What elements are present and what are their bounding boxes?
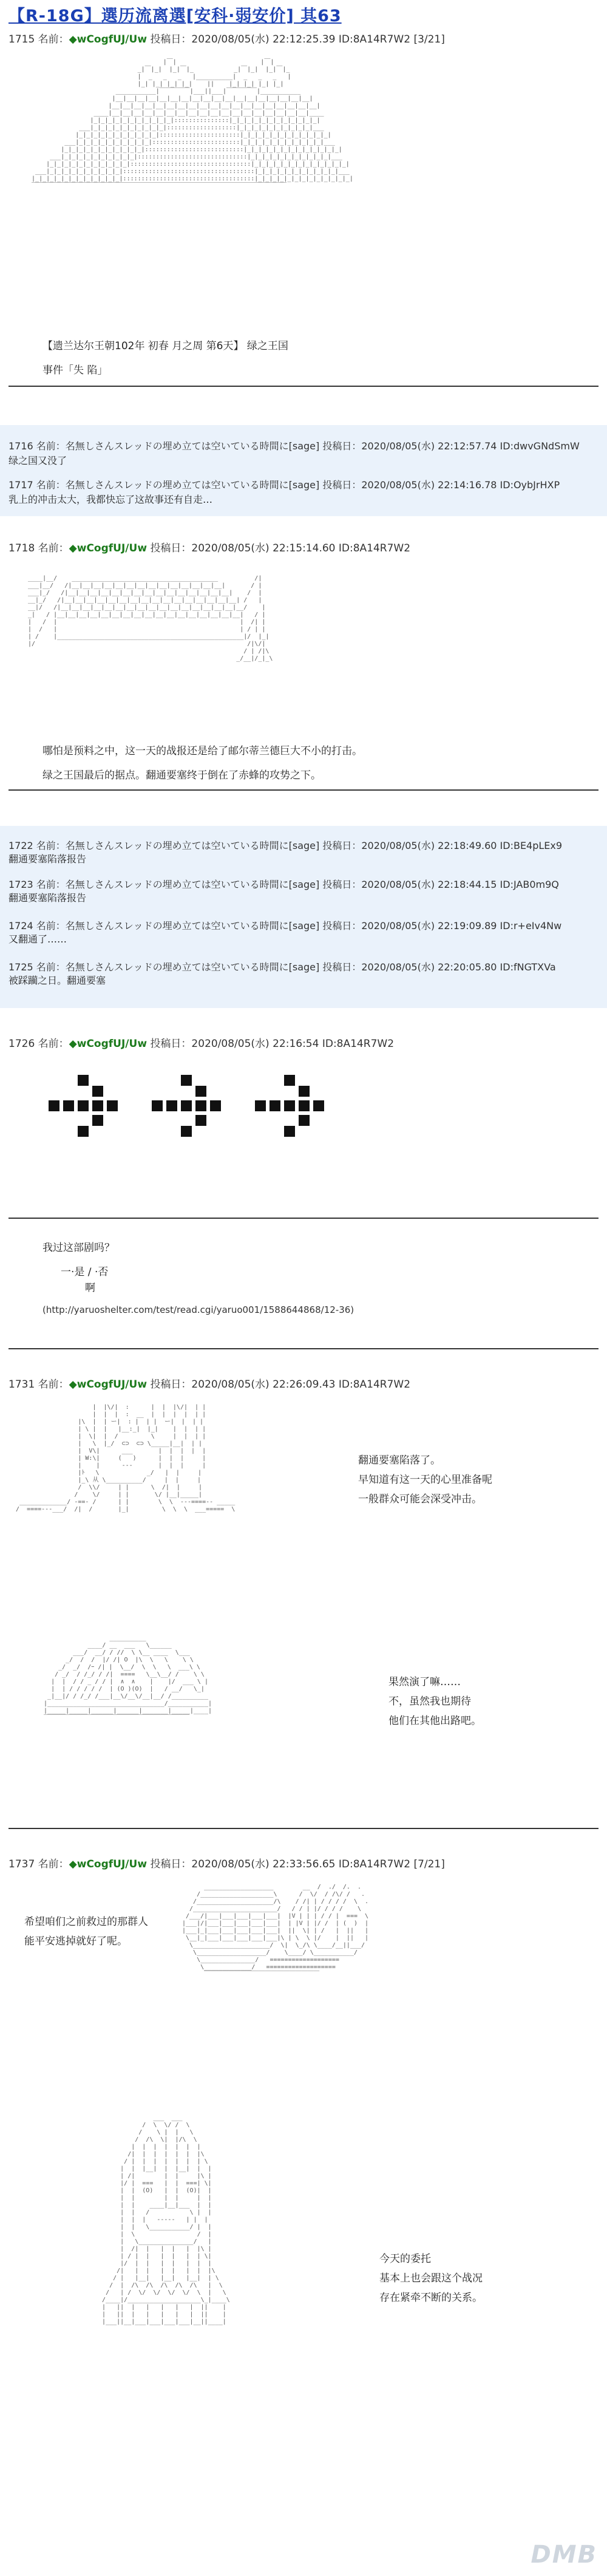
post-meta: 投稿日：2020/08/05(水) 22:16:54 ID:8A14R7W2 [150, 1038, 395, 1050]
post-text: 果然演了嘛…… [388, 1676, 461, 1688]
dot-arrows-figure [49, 1075, 425, 1154]
reply-body: 翻通要塞陷落报告 [8, 853, 87, 865]
post-text: 绿之王国最后的据点。翻通要塞终于倒在了赤蜂的攻势之下。 [42, 769, 321, 782]
post-text: 基本上也会跟这个战况 [379, 2272, 483, 2285]
poster-name[interactable]: ◆wCogfUJ/Uw [69, 542, 148, 554]
post-text: 我过这部剧吗？ [42, 1242, 115, 1254]
post-divider [8, 789, 599, 791]
post-number: 1737 名前： [8, 1858, 69, 1870]
post-text: 【遗兰达尔王朝102年 初春 月之周 第6天】 绿之王国 [42, 340, 288, 352]
post-text: 今天的委托 [379, 2253, 431, 2265]
post-text: 能平安逃掉就好了呢。 [24, 1935, 127, 1947]
post-text: 一般群众可能会深受冲击。 [358, 1493, 482, 1505]
post-divider [8, 1828, 599, 1829]
post-number: 1726 名前： [8, 1038, 69, 1050]
post-meta: 投稿日：2020/08/05(水) 22:33:56.65 ID:8A14R7W2 [7/21] [150, 1858, 445, 1870]
reply-header: 1716 名前：名無しさんスレッドの埋め立ては空いている時間に[sage] 投稿日：2020/08/05(水) 22:12:57.74 ID:dwvGNdSmW [8, 440, 580, 452]
reply-body: 被踩躏之日。翻通要塞 [8, 975, 106, 986]
post-text: 存在紧牵不断的关系。 [379, 2292, 483, 2304]
post-text: 不，虽然我也期待 [388, 1695, 471, 1708]
post-text: 哪怕是预料之中，这一天的战报还是给了邮尔蒂兰德巨大不小的打击。 [42, 745, 362, 757]
reply-block [0, 826, 607, 1008]
ascii-art-wall: ____|__/ ________________________________________ /| ___|__/ /|__|__|__|__|__|__|__|__|__|__|__|__|__|__| / | ___|_/ /|__|__|__|__|__|__|__|__|__|__|__|__|__|__|__| / | __|_/ /|__|__|__|__|__|__|__|__|__|__|__|__|__|__|__|__| / | __|/ /|__|__|__|__|__|__|__|__|__|__|__|__|__|__|__|__|__/ | _| / |__|__|__|__|__|__|__|__|__|__|__|__|__|__|__|__|__| / | | / | | /| | | / | | / | | | / |___________________________________________________|/ |_| |/ /|\/| / | /|\ _/__|/_|_\ [28, 575, 273, 662]
post-text: 事件「失 陷」 [42, 364, 108, 377]
reply-header: 1723 名前：名無しさんスレッドの埋め立ては空いている時間に[sage] 投稿日：2020/08/05(水) 22:18:44.15 ID:JAB0m9Q [8, 879, 559, 890]
post-header-1737 [8, 1855, 445, 1870]
choice-options[interactable]: 一·是 / ·否 [61, 1266, 109, 1278]
ascii-art-figure: ___ ___ / \ \/ / \ / \ | | \ / /\ \| |/\ \ | | | | | | | /| | | | | | |\ / | | | | | | | \ | | |__| | |__| | | | /| | | |\ | |/ | === | | ===| \| | | (O) | | (O)| | | | | | | | | | ____|__|___ | | | | / \ | | | | | ‐‐‐‐‐ | | | | | \___________/ | | | \ / | | \_______________/ | | /| | | | | |\ | | / | | | | | | \| |/ | | | | | | | /| | | | | | | |\ / | |__| |__| |__| | \ / | /\ /\ /\ /\ /\ | \ / | / \/ \/ \/ \/ \ | \ /____|/____________________\_|____\ | || | | | | | || | | || | | | | | || | |___||__|___|___|___|___|__||____| [102, 2114, 230, 2325]
ascii-art-character: | |\/| : | | |\/| | | | | | : __ | | | | | | |\ | | ー| : | | | ー| | | | | \ | | |__:_| |_| | | | | | \| | / \ | | | | | \ |_/ ⊂⊃ ⊂⊃ \_____|__| | | | V\| ___ | | | | | | W:\| ( ) | | | | | | --- | | | | |ﾄ \ _/ | | | |_\ 从 \__________/ | | | / \\/ | | \ /| | | / \/ | | \/ |__|_____| _____________/ -==- / | | \ \ ---====-- _____ / ====---___/ /| / |_| \ \ \ ___===== \ [16, 1404, 236, 1513]
reply-body: 乳上的冲击太大，我都快忘了这故事还有自走… [8, 494, 213, 505]
post-divider [8, 386, 599, 387]
ascii-art-group: __________ ____/ __ ___ \______ ___/ __/ / // \ \__ ____ \___ _/ / / |/ /| O |\ \ \ \ \ _/ _/ /ｰ /| | \__/ \ \ \ ___\ \ / _/ / /_/ / /| ==== \__\__/ / \ \ | | / / _ / / | ∧ ∧ | |/ ___ \ | | | / / / / / | (O )(O) | / __/ \_| _|__|/ / /_/ /___|__\/__\/__|__/ /__________ |________________________________/___________| |_____|_____|______|______|_______|_____|____| ￣￣￣￣￣￣￣￣￣￣￣￣￣￣￣￣￣￣￣￣￣￣￣￣ [44, 1635, 212, 1722]
post-text: 他们在其他出路吧。 [388, 1715, 481, 1727]
poster-name[interactable]: ◆wCogfUJ/Uw [69, 1038, 148, 1050]
reply-header: 1724 名前：名無しさんスレッドの埋め立ては空いている時間に[sage] 投稿日：2020/08/05(水) 22:19:09.89 ID:r+eIv4Nw [8, 920, 562, 932]
reply-body: 绿之国又没了 [8, 455, 67, 466]
reply-block [0, 425, 607, 516]
post-header-1715 [8, 30, 445, 46]
post-meta: 投稿日：2020/08/05(水) 22:15:14.60 ID:8A14R7W2 [150, 542, 411, 554]
post-number: 1718 名前： [8, 542, 69, 554]
watermark-logo: DMB [531, 2541, 597, 2569]
post-meta: 投稿日：2020/08/05(水) 22:26:09.43 ID:8A14R7W2 [150, 1378, 411, 1391]
post-text: 翻通要塞陷落了。 [358, 1454, 441, 1467]
post-header-1731 [8, 1375, 410, 1391]
ascii-art-soldiers: ___________________ __ / ./ /. . /____________________\ / \/ / /\/ / . /_____________________/\ / /| | / / / / \ . /_______________________/ / / | |/ / / / \ /___/|___|___|___|___|___| |V | | | / / | === \ |___|/|___|___|___|___|___| | |V | |/ / | ( ) | |___|_|___|___|___|___|___| || \| | / | || | \__|_|___|___|___|___|___|\ | \ \ |/ | || | \_____________________/ \| \_/\ \____/__||___/ \___________________/ \____/ \___________/ \_______________/ =================== \_____________/ =================== ￣￣￣￣￣￣￣￣￣￣￣￣￣￣￣￣￣￣￣ [182, 1884, 369, 1978]
post-number: 1715 名前： [8, 33, 69, 46]
reply-header: 1722 名前：名無しさんスレッドの埋め立ては空いている時間に[sage] 投稿日：2020/08/05(水) 22:18:49.60 ID:BE4pLEx9 [8, 840, 563, 851]
poster-name[interactable]: ◆wCogfUJ/Uw [69, 1858, 148, 1870]
reply-body: 又翻通了…… [8, 933, 67, 945]
poster-name[interactable]: ◆wCogfUJ/Uw [69, 33, 148, 46]
post-number: 1731 名前： [8, 1378, 69, 1391]
post-meta: 投稿日：2020/08/05(水) 22:12:25.39 ID:8A14R7W2 [3/21] [150, 33, 445, 46]
reply-header: 1725 名前：名無しさんスレッドの埋め立ては空いている時間に[sage] 投稿日：2020/08/05(水) 22:20:05.80 ID:fNGTXVa [8, 961, 556, 973]
post-header-1718 [8, 539, 410, 554]
post-header-1726 [8, 1035, 394, 1050]
post-text: 希望咱们之前救过的那群人 [24, 1916, 148, 1928]
reply-header: 1717 名前：名無しさんスレッドの埋め立ては空いている時間に[sage] 投稿日：2020/08/05(水) 22:14:16.78 ID:OybJrHXP [8, 479, 560, 491]
post-divider [8, 1218, 599, 1219]
post-divider [8, 1348, 599, 1349]
ascii-art-castle: |￣| |￣| _|￣|_| |_|￣|_ _|￣|_| |_|￣|_ | _ _ _ |__________| _ _ _ | |_| |_| |_| |_| || |_| |_| |_| |_| ___________|￣￣￣￣￣|___||___|￣￣￣￣￣|___________ |__|__|__|__|__|__|__|__|__|__|__|__|__|__|__|__|__|__| |__|__|__|__|__|__|__|__|__|__|__|__|__|__|__|__|__|__|__| ____|__|__|__|__|__|__|__|__|__|__|__|__|__|__|__|__|__|__|____ |_|_|_|_|_|_|_|_|_|_|_|:::::::::::::::|_|_|_|_|_|_|_|_|_|_|_|_| ___|_|_|_|_|_|_|_|_|_|_|:::::::::::::::::::|_|_|_|_|_|_|_|_|_|_|___ |_|_|_|_|_|_|_|_|_|_|_|::::::::::::::::::::::|_|_|_|_|_|_|_|_|_|_|_|_| ___|_|_|_|_|_|_|_|_|_|_|::::::::::::::::::::::::|_|_|_|_|_|_|_|_|_|_|_|___ |_|_|_|_|_|_|_|_|_|_|_|:::::::::::::::::::::::::::|_|_|_|_|_|_|_|_|_|_|_|_|_| ___|_|_|_|_|_|_|_|_|_|_|::::::::::::::::::::::::::::::|_|_|_|_|_|_|_|_|_|_|_|___ |_|_|_|_|_|_|_|_|_|_|_|:::::::::::::::::::::::::::::::::|_|_|_|_|_|_|_|_|_|_|_|_|_| ___|_|_|_|_|_|_|_|_|_|_|::::::::::::::::::::::::::::::::::::|_|_|_|_|_|_|_|_|_|_|_|___ |_|_|_|_|_|_|_|_|_|_|_|_|::::::::::::::::::::::::::::::::::::|_|_|_|_|_|_|_|_|_|_|_|_|_| ￣￣￣￣￣￣￣￣￣￣￣￣￣￣￣￣￣￣￣￣￣￣￣￣￣￣￣￣￣￣￣￣￣￣￣￣￣￣￣￣￣￣ [32, 59, 353, 189]
reply-body: 翻通要塞陷落报告 [8, 892, 87, 904]
post-text: 啊 [85, 1282, 95, 1294]
post-text: 早知道有这一天的心里准备呢 [358, 1474, 492, 1486]
source-link[interactable]: (http://yaruoshelter.com/test/read.cgi/yaruo001/1588644868/12-36) [42, 1304, 354, 1315]
poster-name[interactable]: ◆wCogfUJ/Uw [69, 1378, 148, 1391]
thread-title[interactable]: 【R-18G】選历流离選[安科·弱安价] 其63 [8, 7, 342, 26]
